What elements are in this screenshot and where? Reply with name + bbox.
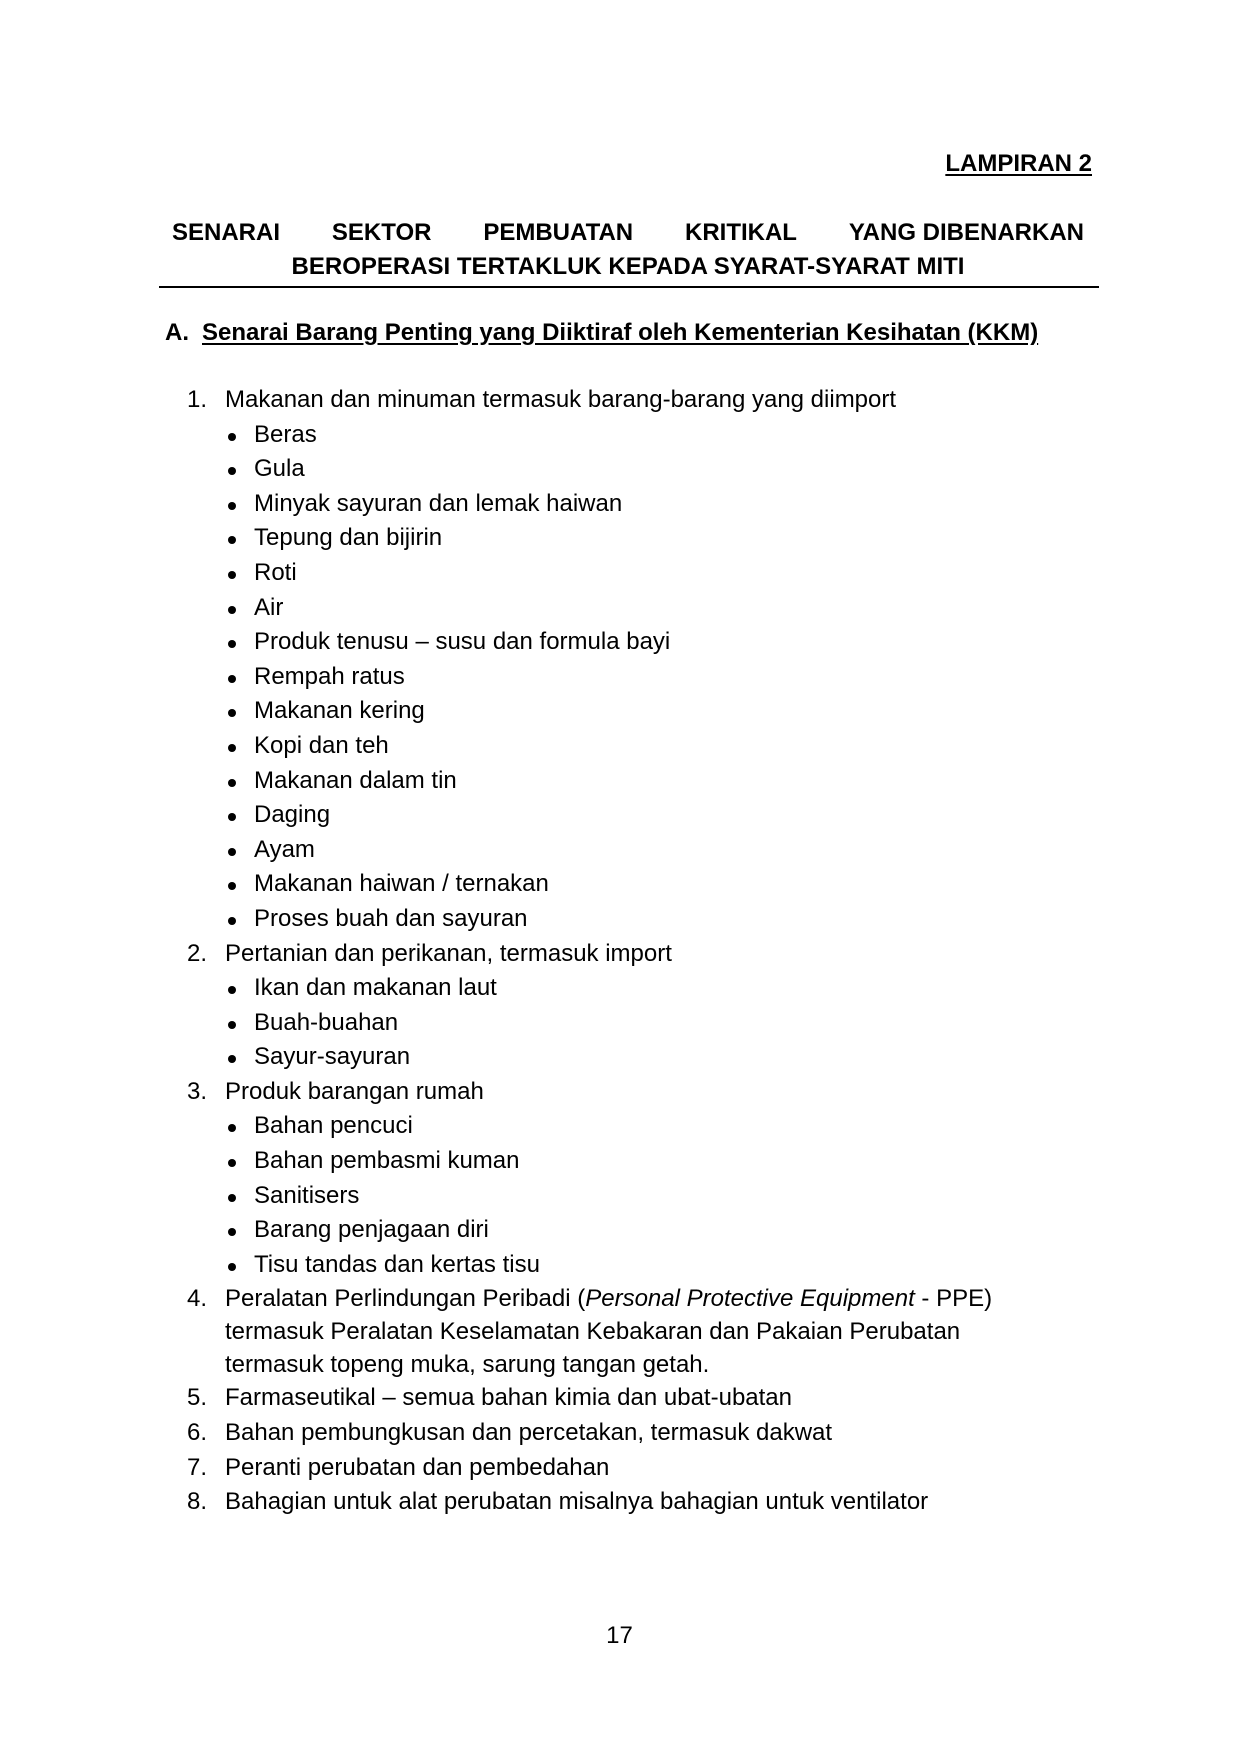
bullet-icon — [225, 764, 254, 799]
bullet-text: Ikan dan makanan laut — [254, 974, 497, 1002]
item-text: Makanan dan minuman termasuk barang-barang yang diimport — [225, 386, 897, 413]
bullet-text: Bahan pencuci — [254, 1112, 413, 1140]
title-word: SEKTOR — [331, 219, 432, 246]
bullet-text: Rempah ratus — [254, 662, 405, 690]
bullet-item — [225, 867, 1025, 902]
list-item — [187, 1451, 1025, 1486]
bullet-icon — [225, 1144, 254, 1179]
title-divider — [159, 286, 1099, 288]
bullet-item — [225, 625, 1025, 660]
item-number: 4. — [187, 1285, 208, 1313]
bullet-item — [225, 418, 1025, 453]
bullet-text: Sayur-sayuran — [254, 1043, 411, 1071]
document-title — [172, 216, 1084, 284]
bullet-item — [225, 833, 1025, 868]
bullet-item — [225, 1179, 1025, 1214]
bullet-list — [187, 971, 1025, 1075]
bullet-text: Proses buah dan sayuran — [254, 904, 528, 932]
bullet-icon — [225, 452, 254, 487]
title-word: SENARAI — [172, 219, 281, 246]
bullet-item — [225, 487, 1025, 522]
title-word: YANG DIBENARKAN — [848, 219, 1084, 246]
item-number: 5. — [187, 1384, 208, 1412]
bullet-text: Tisu tandas dan kertas tisu — [254, 1250, 540, 1278]
title-line-1 — [172, 216, 1084, 250]
list-item — [187, 1485, 1025, 1520]
bullet-list — [187, 418, 1025, 937]
item-text: Bahan pembungkusan dan percetakan, termasuk dakwat — [225, 1419, 833, 1447]
bullet-text: Bahan pembasmi kuman — [254, 1147, 520, 1175]
title-line-2: BEROPERASI TERTAKLUK KEPADA SYARAT-SYARAT MITI — [291, 253, 965, 280]
bullet-item — [225, 798, 1025, 833]
bullet-item — [225, 591, 1025, 626]
bullet-item — [225, 1006, 1025, 1041]
bullet-text: Tepung dan bijirin — [254, 524, 443, 552]
bullet-icon — [225, 1006, 254, 1041]
list-item — [187, 1416, 1025, 1451]
bullet-text: Air — [254, 593, 284, 621]
item-number: 8. — [187, 1488, 208, 1516]
item-text — [225, 1282, 1025, 1381]
bullet-icon — [225, 729, 254, 764]
bullet-text: Makanan kering — [254, 697, 425, 725]
list-item — [187, 937, 1025, 1075]
item-text: Produk barangan rumah — [225, 1077, 484, 1105]
bullet-icon — [225, 556, 254, 591]
list-item — [187, 383, 1025, 937]
item-text-part: Peralatan Perlindungan Peribadi ( — [225, 1285, 586, 1313]
bullet-item — [225, 1213, 1025, 1248]
bullet-text: Gula — [254, 455, 305, 483]
item-number: 6. — [187, 1419, 208, 1447]
section-letter: A. — [165, 319, 189, 346]
item-number: 3. — [187, 1077, 208, 1105]
item-text-italic: Personal Protective Equipment — [585, 1285, 915, 1313]
bullet-text: Makanan dalam tin — [254, 766, 457, 794]
bullet-icon — [225, 591, 254, 626]
bullet-item — [225, 729, 1025, 764]
bullet-icon — [225, 694, 254, 729]
bullet-item — [225, 660, 1025, 695]
bullet-text: Minyak sayuran dan lemak haiwan — [254, 489, 623, 517]
bullet-icon — [225, 521, 254, 556]
bullet-text: Ayam — [254, 835, 315, 863]
item-number: 7. — [187, 1453, 208, 1481]
bullet-icon — [225, 1248, 254, 1283]
list-item — [187, 1381, 1025, 1416]
item-number: 1. — [187, 386, 208, 413]
bullet-text: Kopi dan teh — [254, 731, 389, 759]
item-text: Peranti perubatan dan pembedahan — [225, 1453, 610, 1481]
item-number: 2. — [187, 939, 208, 967]
item-text: Bahagian untuk alat perubatan misalnya bahagian untuk ventilator — [225, 1488, 929, 1516]
item-text-part: - PPE) termasuk Peralatan Keselamatan Kebakaran dan Pakaian Perubatan termasuk topeng muka, sarung tangan getah. — [225, 1285, 993, 1379]
bullet-icon — [225, 1040, 254, 1075]
bullet-item — [225, 1248, 1025, 1283]
bullet-item — [225, 556, 1025, 591]
bullet-text: Roti — [254, 558, 297, 586]
bullet-text: Daging — [254, 801, 331, 829]
bullet-item — [225, 1109, 1025, 1144]
bullet-item — [225, 1040, 1025, 1075]
bullet-icon — [225, 1109, 254, 1144]
bullet-item — [225, 1144, 1025, 1179]
section-heading — [165, 319, 1038, 347]
bullet-icon — [225, 418, 254, 453]
bullet-item — [225, 694, 1025, 729]
bullet-item — [225, 971, 1025, 1006]
bullet-text: Produk tenusu – susu dan formula bayi — [254, 628, 671, 656]
bullet-icon — [225, 867, 254, 902]
bullet-text: Buah-buahan — [254, 1008, 399, 1036]
bullet-item — [225, 521, 1025, 556]
bullet-icon — [225, 833, 254, 868]
title-word: KRITIKAL — [684, 219, 797, 246]
bullet-icon — [225, 971, 254, 1006]
bullet-text: Sanitisers — [254, 1181, 360, 1209]
item-text: Pertanian dan perikanan, termasuk import — [225, 939, 672, 967]
page-number: 17 — [606, 1622, 633, 1649]
numbered-list — [187, 383, 1025, 1520]
bullet-icon — [225, 1179, 254, 1214]
bullet-icon — [225, 487, 254, 522]
bullet-list — [187, 1109, 1025, 1282]
bullet-item — [225, 452, 1025, 487]
bullet-item — [225, 764, 1025, 799]
section-title: Senarai Barang Penting yang Diiktiraf oleh Kementerian Kesihatan (KKM) — [202, 319, 1039, 346]
title-word: PEMBUATAN — [483, 219, 634, 246]
bullet-icon — [225, 1213, 254, 1248]
bullet-item — [225, 902, 1025, 937]
list-item — [187, 1075, 1025, 1283]
bullet-text: Makanan haiwan / ternakan — [254, 870, 549, 898]
bullet-icon — [225, 902, 254, 937]
bullet-icon — [225, 625, 254, 660]
appendix-label: LAMPIRAN 2 — [945, 150, 1092, 177]
bullet-text: Beras — [254, 420, 317, 448]
bullet-icon — [225, 660, 254, 695]
list-item — [187, 1282, 1025, 1381]
bullet-text: Barang penjagaan diri — [254, 1216, 489, 1244]
bullet-icon — [225, 798, 254, 833]
item-text: Farmaseutikal – semua bahan kimia dan ubat-ubatan — [225, 1384, 792, 1412]
